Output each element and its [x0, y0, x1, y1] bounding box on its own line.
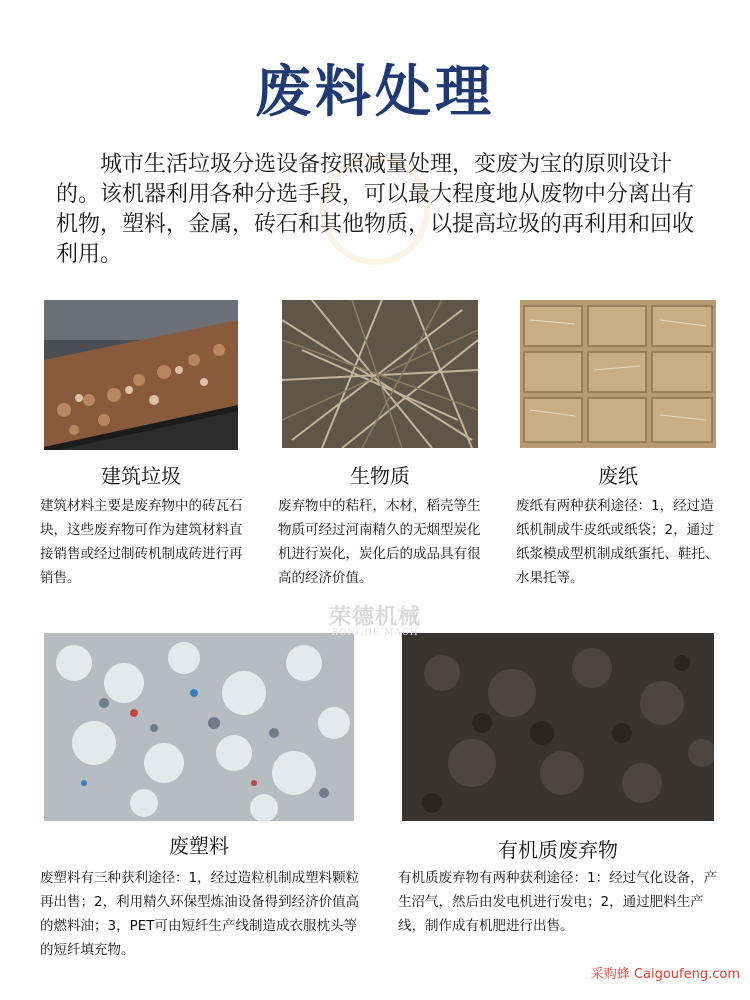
- description-construction-waste: 建筑材料主要是废弃物中的砖瓦石块，这些废弃物可作为建筑材料直接销售或经过制砖机制成砖进行再销售。: [40, 498, 243, 586]
- biomass-photo: [282, 300, 478, 448]
- caption-waste-paper: 废纸: [598, 464, 638, 488]
- description-waste-plastic: 废塑料有三种获利途径：1，经过造粒机制成塑料颗粒再出售；2，利用精久环保型炼油设备得到经济价值高的燃料油；3，PET可由短纤生产线制造成衣服枕头等的短纤填充物。: [40, 870, 360, 958]
- description-waste-paper: 废纸有两种获利途径：1，经过造纸机制成牛皮纸或纸袋；2，通过纸浆模成型机制成纸蛋托、鞋托、水果托等。: [516, 498, 719, 586]
- caption-organic-waste: 有机质废弃物: [498, 838, 618, 862]
- caption-biomass: 生物质: [350, 464, 410, 488]
- description-organic-waste: 有机质废弃物有两种获利途径：1：经过气化设备，产生沼气，然后由发电机进行发电；2，通过肥料生产线，制作成有机肥进行出售。: [398, 870, 718, 934]
- construction-waste-photo: [44, 300, 238, 450]
- organic-waste-photo: [402, 633, 714, 821]
- footer-site-credit: 采购蜂 Caigoufeng.com: [590, 967, 740, 982]
- intro-paragraph: 城市生活垃圾分选设备按照减量处理，变废为宝的原则设计的。该机器利用各种分选手段，可以最大程度地从废物中分离出有机物，塑料，金属，砖石和其他物质，以提高垃圾的再利用和回收利用。: [56, 152, 695, 267]
- caption-construction-waste: 建筑垃圾: [101, 464, 181, 488]
- page-title: 废料处理: [255, 60, 495, 125]
- waste-plastic-photo: [44, 633, 354, 821]
- description-biomass: 废弃物中的秸秆，木材，稻壳等生物质可经过河南精久的无烟型炭化机进行炭化，炭化后的成品具有很高的经济价值。: [278, 498, 481, 586]
- watermark-subtext: RONGDE MACH: [331, 628, 419, 638]
- waste-paper-photo: [520, 300, 716, 448]
- caption-waste-plastic: 废塑料: [169, 834, 229, 858]
- watermark-text: 荣德机械: [328, 605, 421, 630]
